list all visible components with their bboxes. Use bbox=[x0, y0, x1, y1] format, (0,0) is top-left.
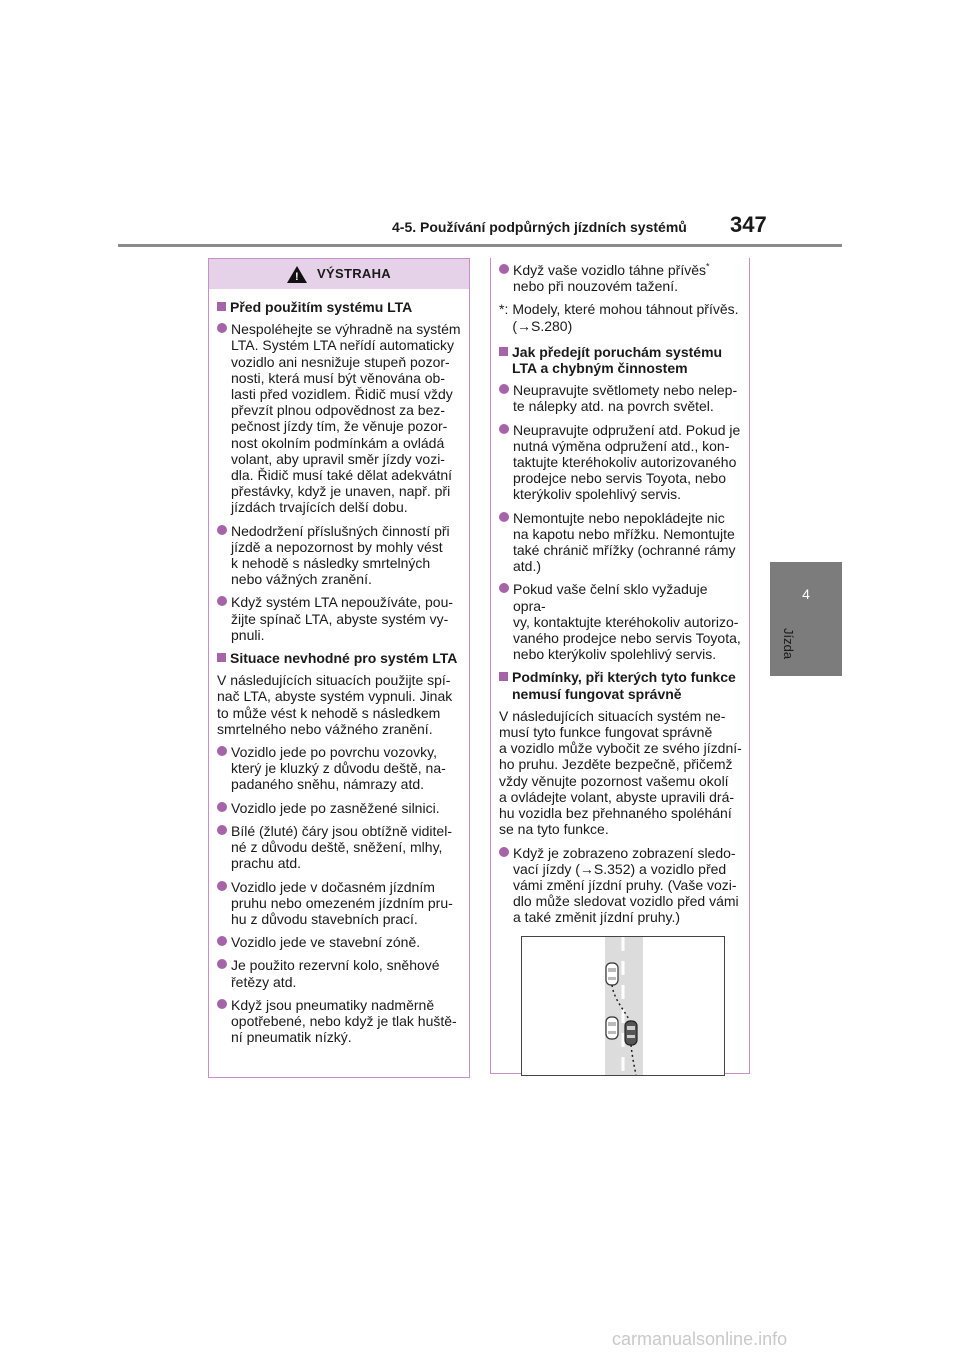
bullet-item: Když systém LTA nepoužíváte, pou- žijte spínač LTA, abyste systém vy- pnuli. bbox=[217, 594, 463, 643]
bullet-item: Když jsou pneumatiky nadměrně opotřebené, nebo když je tlak huště- ní pneumatik nízký. bbox=[217, 997, 463, 1046]
paragraph: V následujících situacích systém ne- musí tyto funkce fungovat správně a vozidlo může vybočit ze svého jízdní- ho pruhu. Jezděte bezpečně, přičemž vždy věnujte pozornost vašemu okolí a ovládejte volant, abyste upravili drá- hu vozidla bez přehnaného spoléhání se na tyto funkce. bbox=[499, 707, 742, 838]
footnote: *: Modely, které mohou táhnout přívěs. (→S.280) bbox=[499, 301, 739, 334]
dot-bullet-icon bbox=[499, 384, 509, 394]
watermark: carmanualsonline.info bbox=[612, 1329, 788, 1349]
dot-bullet-icon bbox=[217, 999, 227, 1009]
warning-triangle-icon bbox=[287, 266, 307, 283]
bullet-item: Nespoléhejte se výhradně na systém LTA. Systém LTA neřídí automaticky vozidlo ani nesnižuje stupeň pozor- nosti, která musí být věnována ob- lasti před vozidlem. Řidič musí vždy převzít plnou odpovědnost za bez- pečnost jízdy tím, že věnuje pozor- nost okolním podmínkám a ovládá volant, aby upravil směr jízdy vozi- dla. Řidič musí také dělat adekvátní přestávky, když je unaven, např. při jízdách trvajících delší dobu. bbox=[217, 321, 463, 515]
chapter-label: Jízda bbox=[781, 628, 796, 660]
bullet-item: Neupravujte světlomety nebo nelep- te nálepky atd. na povrch světel. bbox=[499, 382, 743, 414]
road-lane-left bbox=[602, 937, 644, 1075]
bullet-item: Vozidlo jede ve stavební zóně. bbox=[217, 934, 463, 950]
header-rule bbox=[118, 244, 842, 247]
warning-header bbox=[209, 259, 469, 289]
page-number: 347 bbox=[730, 212, 767, 237]
own-car-icon bbox=[625, 1021, 637, 1045]
subheading: Jak předejít poruchám systému LTA a chybným činnostem bbox=[499, 344, 743, 376]
dot-bullet-icon bbox=[499, 583, 509, 593]
footnote-mark: *: bbox=[499, 301, 509, 318]
bullet-item: Neupravujte odpružení atd. Pokud je nutná výměna odpružení atd., kon- taktujte kteréhokoliv autorizovaného prodejce nebo servis Toyota, nebo kterýkoliv spolehlivý servis. bbox=[499, 422, 743, 503]
bullet-item: Vozidlo jede po povrchu vozovky, který je kluzký z důvodu deště, na- padaného sněhu, námrazy atd. bbox=[217, 744, 463, 793]
warning-box bbox=[208, 258, 470, 1078]
dot-bullet-icon bbox=[217, 802, 227, 812]
dot-bullet-icon bbox=[499, 264, 509, 274]
square-bullet-icon bbox=[217, 302, 226, 311]
leading-car-icon bbox=[606, 963, 618, 985]
bullet-item: Vozidlo jede v dočasném jízdním pruhu nebo omezeném jízdním pru- hu z důvodu stavebních prací. bbox=[217, 879, 463, 928]
square-bullet-icon bbox=[499, 347, 508, 356]
subheading: Podmínky, při kterých tyto funkce nemusí fungovat správně bbox=[499, 669, 743, 701]
lane-change-illustration bbox=[521, 936, 725, 1076]
dot-bullet-icon bbox=[217, 936, 227, 946]
bullet-item: Když je zobrazeno zobrazení sledo- vací jízdy (→S.352) a vozidlo před vámi změní jízdní pruhy. (Vaše vozi- dlo může sledovat vozidlo před vámi a také změnit jízdní pruhy.) bbox=[499, 845, 743, 926]
bullet-item: Je použito rezervní kolo, sněhové řetězy atd. bbox=[217, 957, 463, 989]
dot-bullet-icon bbox=[217, 746, 227, 756]
warning-title: VÝSTRAHA bbox=[317, 265, 391, 281]
dot-bullet-icon bbox=[217, 825, 227, 835]
square-bullet-icon bbox=[499, 672, 508, 681]
dot-bullet-icon bbox=[217, 525, 227, 535]
bullet-item: Vozidlo jede po zasněžené silnici. bbox=[217, 800, 463, 816]
bullet-item: Pokud vaše čelní sklo vyžaduje opra- vy, kontaktujte kteréhokoliv autorizo- vaného prodejce nebo servis Toyota, nebo kterýkoliv spolehlivý servis. bbox=[499, 581, 743, 662]
subheading: Situace nevhodné pro systém LTA bbox=[217, 650, 463, 666]
bullet-item: Bílé (žluté) čáry jsou obtížně viditel- né z důvodu deště, sněžení, mlhy, prachu atd. bbox=[217, 823, 463, 872]
dot-bullet-icon bbox=[217, 881, 227, 891]
square-bullet-icon bbox=[217, 653, 226, 662]
bullet-item: Když vaše vozidlo táhne přívěs* nebo při nouzovém tažení. bbox=[499, 262, 743, 294]
bullet-item: Nemontujte nebo nepokládejte nic na kapotu nebo mřížku. Nemontujte také chránič mřížky (ochranné rámy atd.) bbox=[499, 510, 743, 575]
chapter-number: 4 bbox=[802, 586, 810, 602]
subheading: Před použitím systému LTA bbox=[217, 299, 463, 315]
dot-bullet-icon bbox=[217, 596, 227, 606]
dot-bullet-icon bbox=[217, 959, 227, 969]
road-diagram bbox=[522, 937, 724, 1075]
other-car-icon bbox=[606, 1017, 618, 1039]
dot-bullet-icon bbox=[499, 424, 509, 434]
paragraph: V následujících situacích použijte spí- nač LTA, abyste systém vypnuli. Jinak to může vést k nehodě s následkem smrtelného nebo vážného zranění. bbox=[217, 672, 453, 737]
bullet-item: Nedodržení příslušných činností při jízdě a nepozornost by mohly vést k nehodě s následky smrtelných nebo vážných zranění. bbox=[217, 523, 463, 588]
section-title: 4-5. Používání podpůrných jízdních systémů bbox=[392, 219, 687, 235]
warning-box-continued bbox=[490, 258, 750, 1074]
dot-bullet-icon bbox=[499, 847, 509, 857]
dot-bullet-icon bbox=[217, 323, 227, 333]
dot-bullet-icon bbox=[499, 512, 509, 522]
